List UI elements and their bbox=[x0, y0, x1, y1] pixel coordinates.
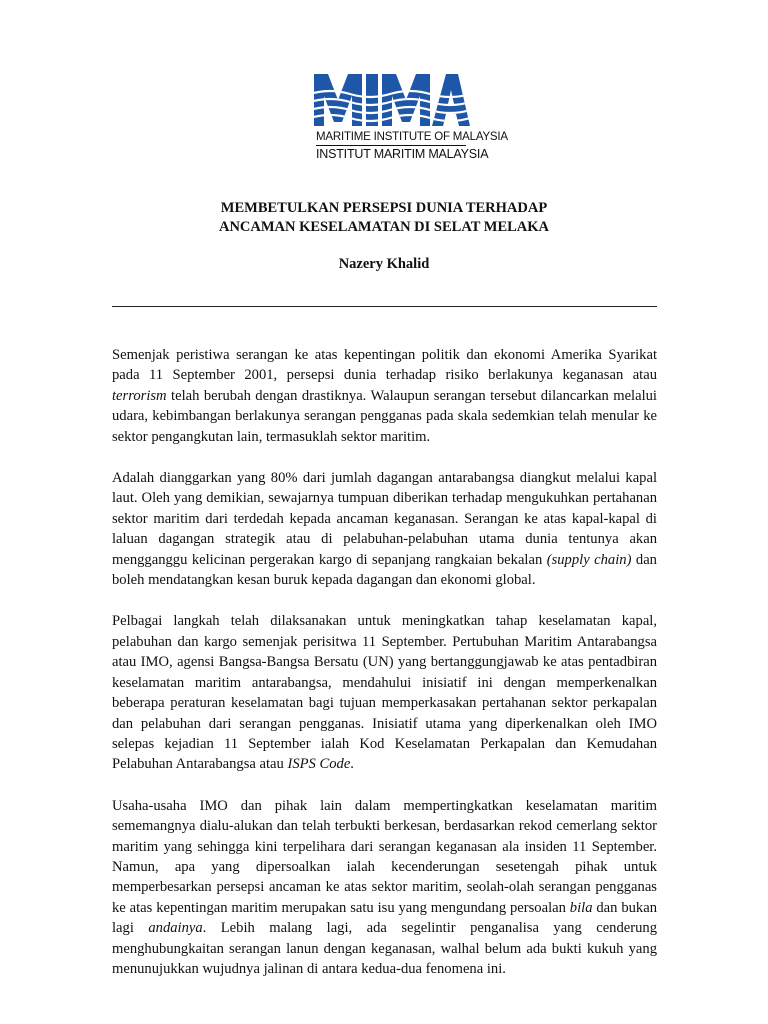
mima-wordmark-logo bbox=[310, 66, 470, 128]
document-body bbox=[112, 345, 657, 1000]
paragraph-4: Usaha-usaha IMO dan pihak lain dalam mempertingkatkan keselamatan maritim sememangnya dialu-alukan dan telah terbukti berkesan, berdasarkan rekod cemerlang sektor maritim yang sehingga kini terpelihara dari serangan keganasan ala insiden 11 September. Namun, apa yang dipersoalkan ialah kecenderungan sesetengah pihak untuk memperbesarkan persepsi ancaman ke atas sektor maritim, seolah-olah serangan pengganas ke atas kepentingan maritim merupakan satu isu yang mengundang persoalan bila dan bukan lagi andainya. Lebih malang lagi, ada segelintir penganalisa yang cenderung menghubungkaitan serangan lanun dengan keganasan, walhal belum ada bukti kukuh yang menunujukkan wujudnya jalinan di antara kedua-dua fenomena ini. bbox=[112, 797, 657, 977]
paragraph-2: Adalah dianggarkan yang 80% dari jumlah dagangan antarabangsa diangkut melalui kapal laut. Oleh yang demikian, sewajarnya tumpuan diberikan terhadap mengukuhkan pertahanan sektor maritim dari terdedah kepada ancaman keganasan. Serangan ke atas kapal-kapal di laluan dagangan strategik atau di pelabuhan-pelabuhan utama dunia tentunya akan mengganggu kelicinan pergerakan kargo di sepanjang rangkaian bekalan (supply chain) dan boleh mendatangkan kesan buruk kepada dagangan dan ekonomi global. bbox=[112, 470, 657, 589]
document-title-line-1: MEMBETULKAN PERSEPSI DUNIA TERHADAP bbox=[220, 200, 548, 216]
header-divider bbox=[112, 306, 657, 307]
italic-term-terrorism: terrorism bbox=[112, 387, 167, 404]
paragraph-3: Pelbagai langkah telah dilaksanakan untuk meningkatkan tahap keselamatan kapal, pelabuhan dan kargo semenjak perisitwa 11 September. Pertubuhan Maritim Antarabangsa atau IMO, agensi Bangsa-Bangsa Bersatu (UN) yang bertanggungjawab ke atas pentadbiran keselamatan maritim antarabangsa, mendahului inisiatif ini dengan memperkenalkan beberapa peraturan keselamatan bagi tujuan memperkasakan pertahanan sektor perkapalan dan pelabuhan dari serangan pengganas. Inisiatif utama yang diperkenalkan oleh IMO selepas kejadian 11 September ialah Kod Keselamatan Perkapalan dan Kemudahan Pelabuhan Antarabangsa atau ISPS Code. bbox=[112, 613, 657, 773]
italic-term-bila: bila bbox=[569, 899, 593, 916]
document-title-line-2: ANCAMAN KESELAMATAN DI SELAT MELAKA bbox=[218, 219, 550, 235]
italic-term-isps-code: ISPS Code bbox=[287, 756, 351, 773]
mima-logo bbox=[310, 66, 508, 161]
italic-term-andainya: andainya bbox=[148, 920, 203, 937]
document-author: Nazery Khalid bbox=[338, 256, 430, 272]
paragraph-1: Semenjak peristiwa serangan ke atas kepentingan politik dan ekonomi Amerika Syarikat pada 11 September 2001, persepsi dunia terhadap risiko berlakunya keganasan atau terrorism telah berubah dengan drastiknya. Walaupun serangan tersebut dilancarkan melalui udara, kebimbangan berlakunya serangan pengganas pada skala sedemkian telah menular ke sektor pengangkutan lain, termasuklah sektor maritim. bbox=[112, 347, 657, 445]
logo-malay-name: INSTITUT MARITIM MALAYSIA bbox=[316, 147, 489, 161]
italic-term-supply-chain: (supply chain) bbox=[546, 551, 632, 568]
logo-divider bbox=[316, 145, 466, 146]
logo-english-name: MARITIME INSTITUTE OF MALAYSIA bbox=[316, 131, 508, 143]
